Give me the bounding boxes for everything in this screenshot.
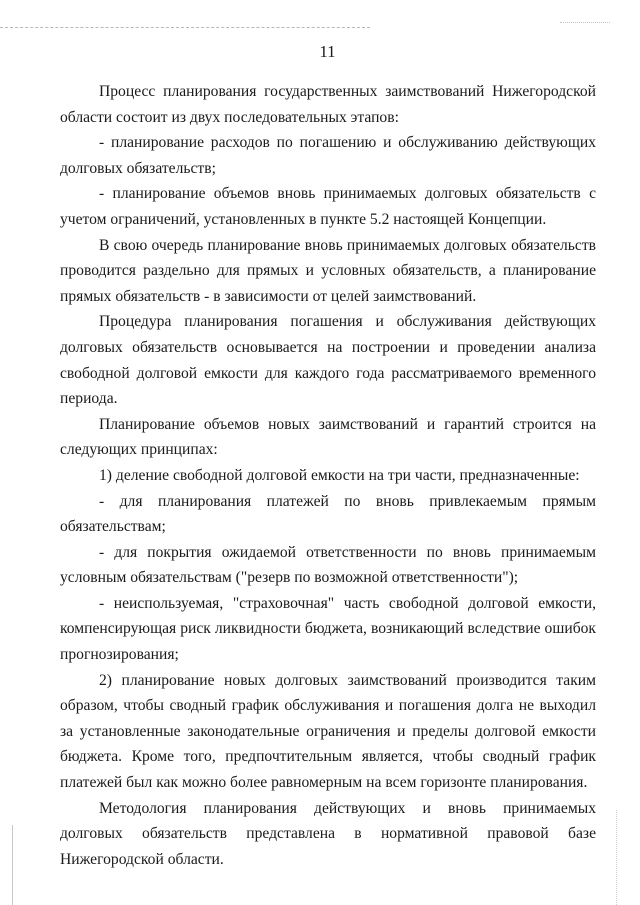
paragraph-principle-1: 1) деление свободной долговой емкости на три части, предназначенные: [99,466,580,484]
paragraph-repayment-procedure: Процедура планирования погашения и обслуживания действующих долговых обязательств основывается на построении и проведении анализа свободной долговой емкости для каждого года рассматриваемого временного периода. [60,313,596,408]
paragraph-principle-1-item-b: - для покрытия ожидаемой ответственности по вновь принимаемым условным обязательствам ("резерв по возможной ответственности"); [60,543,596,587]
paragraph-methodology: Методология планирования действующих и вновь принимаемых долговых обязательств представлена в нормативной правовой базе Нижегородской области. [60,799,596,868]
paragraph-planning-process: Процесс планирования государственных заимствований Нижегородской области состоит из двух последовательных этапов: [60,83,596,126]
document-body [60,79,596,872]
paragraph-principle-1-item-c: - неиспользуемая, "страховочная" часть свободной долговой емкости, компенсирующая риск ликвидности бюджета, возникающий вследствие ошибок прогнозирования; [60,594,596,664]
paragraph-separate-planning: В свою очередь планирование вновь принимаемых долговых обязательств проводится раздельно для прямых и условных обязательств, а планирование прямых обязательств - в зависимости от целей заимствований. [60,236,596,305]
page-number: 11 [319,42,336,61]
scan-artifact-top-line [0,27,370,28]
paragraph-principle-2: 2) планирование новых долговых заимствований производится таким образом, чтобы сводный график обслуживания и погашения долга не выходил за установленные законодательные ограничения и пределы долговой емкости бюджета. Кроме того, предпочтительным является, чтобы сводный график платежей был как можно более равномерным на всем горизонте планирования. [60,671,596,792]
paragraph-principles-intro: Планирование объемов новых заимствований и гарантий строится на следующих принципах: [60,415,596,459]
scan-artifact-right-margin [616,810,617,905]
scan-artifact-left-margin [12,825,13,905]
scan-artifact-top-right [560,22,610,23]
paragraph-principle-1-item-a: - для планирования платежей по вновь привлекаемым прямым обязательствам; [60,492,596,536]
paragraph-stage-1: - планирование расходов по погашению и обслуживанию действующих долговых обязательств; [60,134,596,177]
paragraph-stage-2: - планирование объемов вновь принимаемых долговых обязательств с учетом ограничений, установленных в пункте 5.2 настоящей Концепции. [60,185,596,228]
